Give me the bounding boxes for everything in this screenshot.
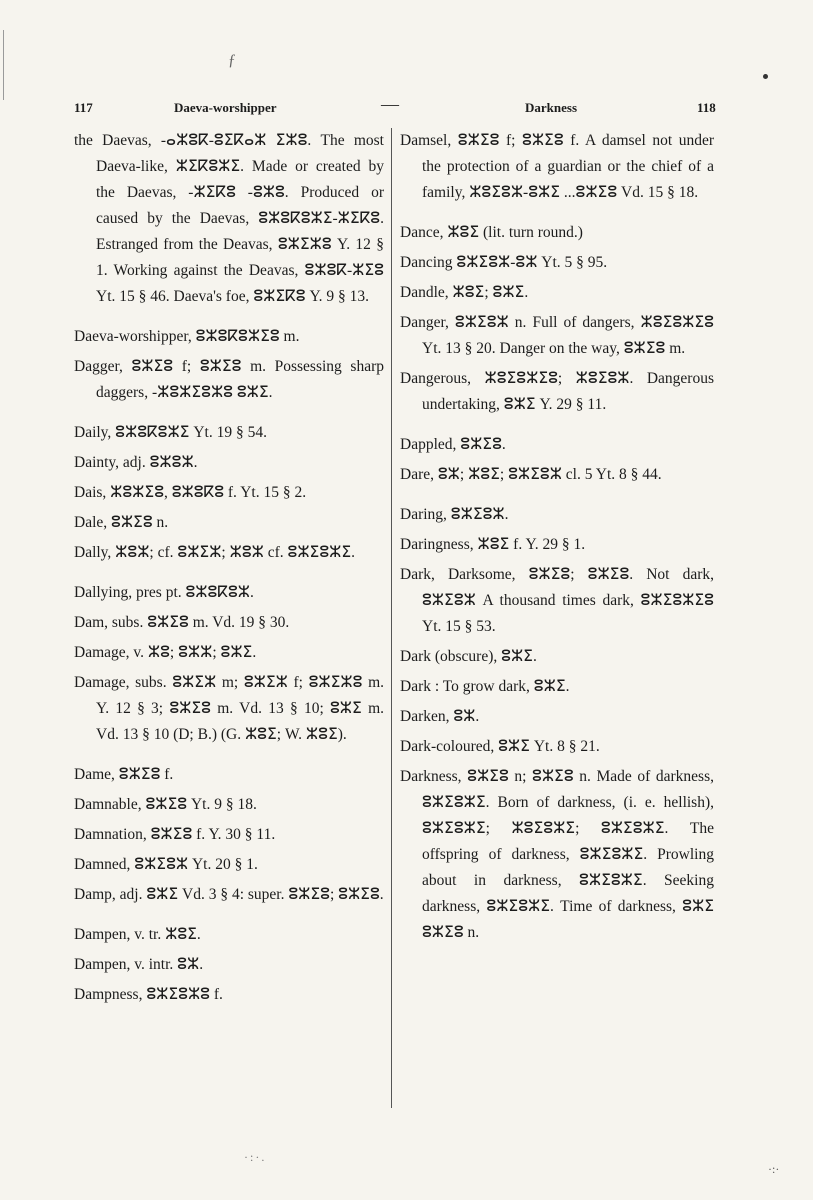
guide-word-right: Darkness bbox=[525, 100, 578, 115]
entry-darken: Darken, ⵓⵣ. bbox=[400, 708, 480, 725]
entry-dallying: Dallying, pres pt. ⵓⵣⵓⴽⵓⵣ. bbox=[74, 584, 254, 601]
entry-damnation: Damnation, ⵓⵣⵉⵓ f. Y. 30 § 11. bbox=[74, 826, 276, 843]
entry-daevas-continued: the Daevas, -ⴰⵣⵓⴽ-ⵓⵉⴽⴰⵣ ⵉⵣⵓ. The most Daeva-like, ⵣⵉⴽⵓⵣⵉ. Made or created by the Daevas, -ⵣⵉⴽⵓ -ⵓⵣⵓ. Produced or caused by the Daevas, ⵓⵣⵓⴽⵓⵣⵉ-ⵣⵉⴽⵓ. Estranged from the Deavas, ⵓⵣⵉⵣⵓ Y. 12 § 1. Working against the Deavas, ⵓⵣⵓⴽ-ⵣⵉⵓ Yt. 15 § 46. Daeva's foe, ⵓⵣⵉⴽⵓ Y. 9 § 13. bbox=[74, 132, 384, 305]
bottom-ink-mark: ·:·. bbox=[244, 1150, 267, 1164]
entry-dangerous: Dangerous, ⵣⵓⵉⵓⵣⵉⵓ; ⵣⵓⵉⵓⵣ. Dangerous undertaking, ⵓⵣⵉ Y. 29 § 11. bbox=[400, 370, 714, 413]
column-divider bbox=[391, 128, 392, 1108]
page-number-right: 118 bbox=[697, 100, 716, 115]
entry-dagger: Dagger, ⵓⵣⵉⵓ f; ⵓⵣⵉⵓ m. Possessing sharp daggers, -ⵣⵓⵣⵉⵓⵣⵓ ⵓⵣⵉ. bbox=[74, 358, 384, 401]
corner-ink-mark: ·:· bbox=[768, 1162, 780, 1176]
entry-dark-grow: Dark : To grow dark, ⵓⵣⵉ. bbox=[400, 678, 570, 695]
ink-dot bbox=[763, 74, 768, 79]
entry-dance: Dance, ⵣⵓⵉ (lit. turn round.) bbox=[400, 224, 583, 241]
entry-damnable: Damnable, ⵓⵣⵉⵓ Yt. 9 § 18. bbox=[74, 796, 257, 813]
entry-damned: Damned, ⵓⵣⵉⵓⵣ Yt. 20 § 1. bbox=[74, 856, 258, 873]
entry-dampen-tr: Dampen, v. tr. ⵣⵓⵉ. bbox=[74, 926, 201, 943]
entry-daring: Daring, ⵓⵣⵉⵓⵣ. bbox=[400, 506, 509, 523]
left-column bbox=[74, 128, 384, 1012]
entry-daringness: Daringness, ⵣⵓⵉ f. Y. 29 § 1. bbox=[400, 536, 586, 553]
entry-dark: Dark, Darksome, ⵓⵣⵉⵓ; ⵓⵣⵉⵓ. Not dark, ⵓⵣⵉⵓⵣ A thousand times dark, ⵓⵣⵉⵓⵣⵉⵓ Yt. 15 § 53. bbox=[400, 566, 714, 635]
top-ink-mark: ƒ bbox=[228, 52, 236, 69]
entry-dare: Dare, ⵓⵣ; ⵣⵓⵉ; ⵓⵣⵉⵓⵣ cl. 5 Yt. 8 § 44. bbox=[400, 466, 662, 483]
entry-dappled: Dappled, ⵓⵣⵉⵓ. bbox=[400, 436, 506, 453]
entry-damp: Damp, adj. ⵓⵣⵉ Vd. 3 § 4: super. ⵓⵣⵉⵓ; ⵓⵣⵉⵓ. bbox=[74, 886, 384, 903]
entry-dampen-intr: Dampen, v. intr. ⵓⵣ. bbox=[74, 956, 204, 973]
entry-dam: Dam, subs. ⵓⵣⵉⵓ m. Vd. 19 § 30. bbox=[74, 614, 290, 631]
entry-dandle: Dandle, ⵣⵓⵉ; ⵓⵣⵉ. bbox=[400, 284, 529, 301]
entry-dancing: Dancing ⵓⵣⵉⵓⵣ-ⵓⵣ Yt. 5 § 95. bbox=[400, 254, 608, 271]
entry-dame: Dame, ⵓⵣⵉⵓ f. bbox=[74, 766, 174, 783]
entry-daeva-worshipper: Daeva-worshipper, ⵓⵣⵓⴽⵓⵣⵉⵓ m. bbox=[74, 328, 300, 345]
entry-daily: Daily, ⵓⵣⵓⴽⵓⵣⵉ Yt. 19 § 54. bbox=[74, 424, 267, 441]
running-header bbox=[74, 96, 714, 120]
entry-damage-subs: Damage, subs. ⵓⵣⵉⵣ m; ⵓⵣⵉⵣ f; ⵓⵣⵉⵣⵓ m. Y. 12 § 3; ⵓⵣⵉⵓ m. Vd. 13 § 10; ⵓⵣⵉ m. Vd. 13 § 10 (D; B.) (G. ⵣⵓⵉ; W. ⵣⵓⵉ). bbox=[74, 674, 384, 743]
entry-darkness: Darkness, ⵓⵣⵉⵓ n; ⵓⵣⵉⵓ n. Made of darkness, ⵓⵣⵉⵓⵣⵉ. Born of darkness, (i. e. hellish), ⵓⵣⵉⵓⵣⵉ; ⵣⵓⵉⵓⵣⵉ; ⵓⵣⵉⵓⵣⵉ. The offspring of darkness, ⵓⵣⵉⵓⵣⵉ. Prowling about in darkness, ⵓⵣⵉⵓⵣⵉ. Seeking darkness, ⵓⵣⵉⵓⵣⵉ. Time of darkness, ⵓⵣⵉ ⵓⵣⵉⵓ n. bbox=[400, 768, 714, 941]
page-edge-line bbox=[3, 30, 4, 100]
guide-word-left: Daeva-worshipper bbox=[174, 100, 277, 115]
entry-dainty: Dainty, adj. ⵓⵣⵓⵣ. bbox=[74, 454, 198, 471]
entry-damage-verb: Damage, v. ⵣⵓ; ⵓⵣⵣ; ⵓⵣⵉ. bbox=[74, 644, 257, 661]
entry-dais: Dais, ⵣⵓⵣⵉⵓ, ⵓⵣⵓⴽⵓ f. Yt. 15 § 2. bbox=[74, 484, 307, 501]
right-column bbox=[400, 128, 714, 950]
entry-dark-obscure: Dark (obscure), ⵓⵣⵉ. bbox=[400, 648, 537, 665]
entry-dampness: Dampness, ⵓⵣⵉⵓⵣⵓ f. bbox=[74, 986, 223, 1003]
entry-dale: Dale, ⵓⵣⵉⵓ n. bbox=[74, 514, 169, 531]
entry-dark-coloured: Dark-coloured, ⵓⵣⵉ Yt. 8 § 21. bbox=[400, 738, 600, 755]
page-number-left: 117 bbox=[74, 100, 93, 115]
entry-damsel: Damsel, ⵓⵣⵉⵓ f; ⵓⵣⵉⵓ f. A damsel not under the protection of a guardian or the chief of a family, ⵣⵓⵉⵓⵣ-ⵓⵣⵉ ...ⵓⵣⵉⵓ Vd. 15 § 18. bbox=[400, 132, 714, 201]
header-dash: — bbox=[381, 94, 399, 114]
entry-dally: Dally, ⵣⵓⵣ; cf. ⵓⵣⵉⵣ; ⵣⵓⵣ cf. ⵓⵣⵉⵓⵣⵉ. bbox=[74, 544, 356, 561]
entry-danger: Danger, ⵓⵣⵉⵓⵣ n. Full of dangers, ⵣⵓⵉⵓⵣⵉⵓ Yt. 13 § 20. Danger on the way, ⵓⵣⵉⵓ m. bbox=[400, 314, 714, 357]
